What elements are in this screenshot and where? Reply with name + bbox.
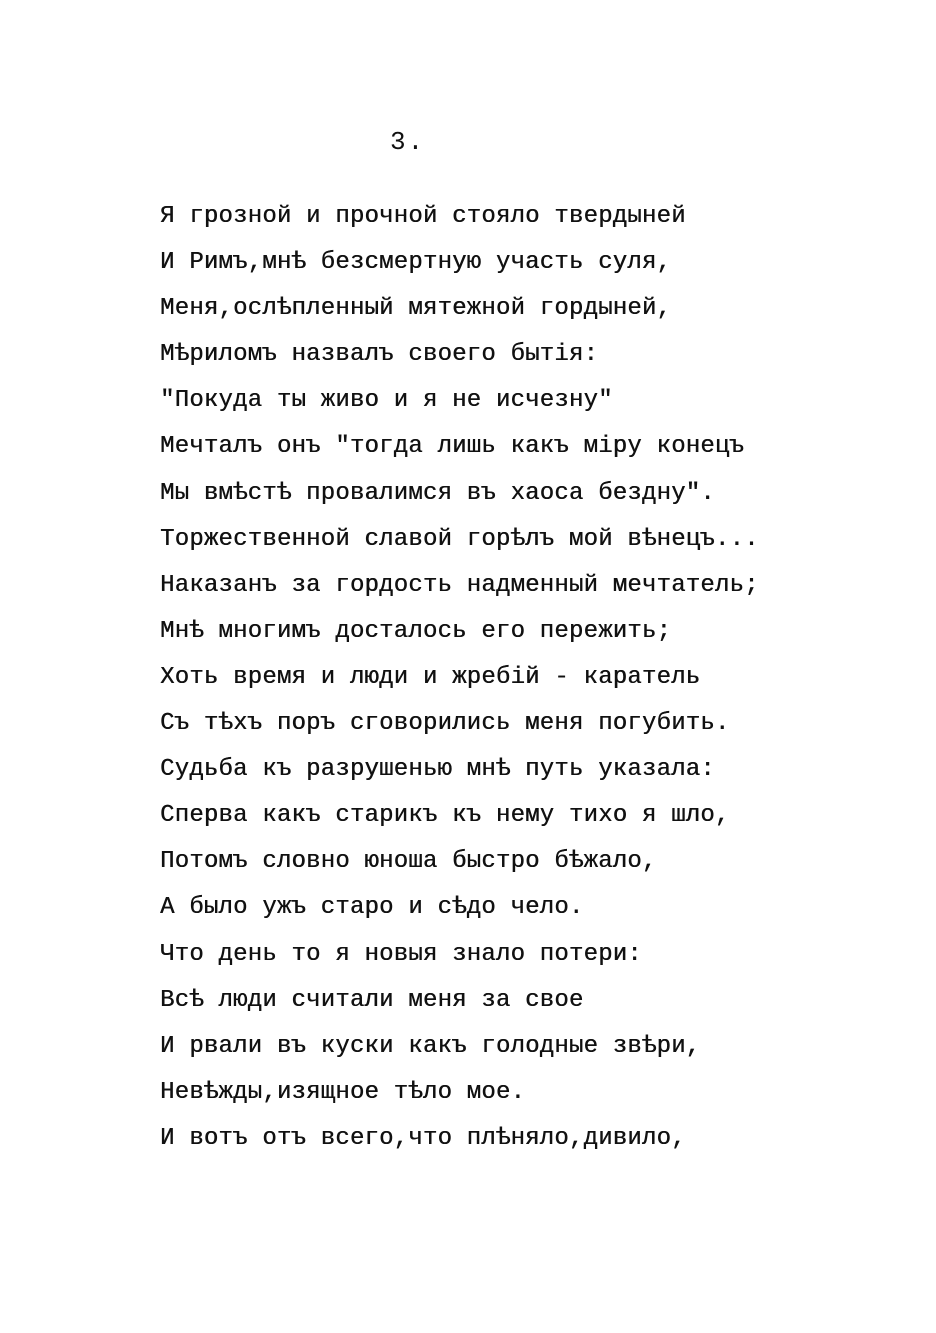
- poem-line: И вотъ отъ всего,что плѣняло,дивило,: [160, 1124, 686, 1152]
- poem-line: Невѣжды,изящное тѣло мое.: [160, 1078, 526, 1106]
- poem-line: Торжественной славой горѣлъ мой вѣнецъ...: [160, 525, 759, 553]
- poem-line: Судьба къ разрушенью мнѣ путь указала:: [160, 756, 715, 784]
- poem-line: Всѣ люди считали меня за свое: [160, 986, 584, 1014]
- poem-line: Меня,ослѣпленный мятежной гордыней,: [160, 295, 672, 323]
- page-number: 3.: [390, 127, 426, 157]
- poem-line: Мѣриломъ назвалъ своего бытія:: [160, 341, 599, 369]
- poem-line: И Римъ,мнѣ безсмертную участь суля,: [160, 249, 672, 277]
- poem-line: Мнѣ многимъ досталось его пережить;: [160, 617, 672, 645]
- poem-line: Хоть время и люди и жребій - каратель: [160, 663, 701, 691]
- poem-line: Съ тѣхъ поръ сговорились меня погубить.: [160, 710, 730, 738]
- poem-line: Мечталъ онъ "тогда лишь какъ міру конецъ: [160, 433, 745, 461]
- poem-line: Я грозной и прочной стояло твердыней: [160, 203, 686, 230]
- poem-line: Сперва какъ старикъ къ нему тихо я шло,: [160, 802, 730, 830]
- poem-line: Потомъ словно юноша быстро бѣжало,: [160, 848, 657, 876]
- poem-line: И рвали въ куски какъ голодные звѣри,: [160, 1032, 701, 1060]
- poem-line: Наказанъ за гордость надменный мечтатель;: [160, 571, 759, 599]
- poem-line: А было ужъ старо и сѣдо чело.: [160, 894, 584, 922]
- poem-line: Мы вмѣстѣ провалимся въ хаоса бездну".: [160, 479, 715, 507]
- poem-text: [160, 194, 900, 1162]
- poem-line: "Покуда ты живо и я не исчезну": [160, 387, 613, 415]
- poem-line: Что день то я новыя знало потери:: [160, 940, 642, 968]
